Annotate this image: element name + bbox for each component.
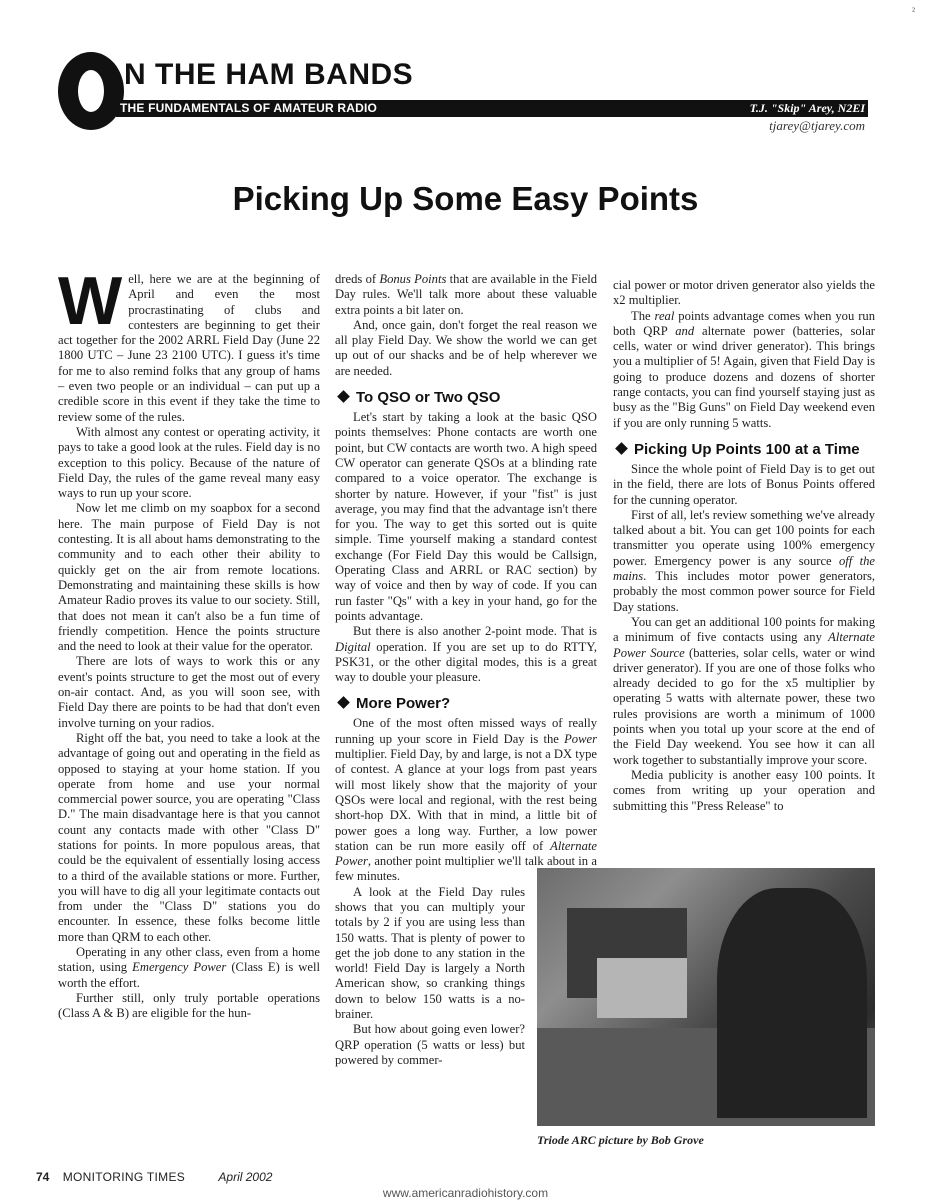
page-number: 74 bbox=[36, 1170, 50, 1184]
paragraph: And, once gain, don't forget the real reason we all play Field Day. We show the world we can get up out of our shacks and be of help wherever we are needed. bbox=[335, 317, 597, 378]
paragraph-text: ell, here we are at the beginning of April and even the most procrastinating of clubs and contesters are beginning to get their act together for the 2002 ARRL Field Day (June 22 1800 UTC – June 23 2100 UTC). I guess it's time for me to also remind folks that any group of hams – even two people or an individual – can put up a credible score in this event if they take the time to review some of the rules. bbox=[58, 272, 320, 424]
paragraph-text: multiplier. Field Day, by and large, is not a DX type of contest. A glance at your logs from past years will most likely show that the majority of your QSOs were local and regional, with the rest being short-hop DX. With that in mind, a little bit of power goes a long way. Further, a low power station can be run more easily off of bbox=[335, 747, 597, 853]
paragraph: Since the whole point of Field Day is to get out in the field, there are lots of Bonus Points offered for the cunning operator. bbox=[613, 461, 875, 507]
section-heading-text: More Power? bbox=[356, 695, 451, 713]
paragraph bbox=[58, 263, 320, 425]
issue-date: April 2002 bbox=[218, 1170, 273, 1184]
article-photo bbox=[537, 868, 875, 1126]
paragraph: cial power or motor driven generator also yields the x2 multiplier. bbox=[613, 278, 875, 308]
column-title: N THE HAM BANDS bbox=[124, 58, 414, 91]
paragraph bbox=[335, 272, 597, 318]
paragraph-text: (batteries, solar cells, water or wind driver generator). If you are one of those folks who already decided to go for the x5 multiplier by operating 5 watts with alternate power, these two rules provisions are worth a minimum of 1000 points when you total up your score at the end of the Field Day weekend. You see how it can all work together to substantially improve your score. bbox=[613, 645, 875, 767]
paragraph-text: One of the most often missed ways of really running up your score in Field Day is the bbox=[335, 716, 597, 746]
author-email: tjarey@tjarey.com bbox=[769, 118, 865, 133]
emphasis-text: Power bbox=[564, 731, 597, 746]
article-headline: Picking Up Some Easy Points bbox=[232, 180, 699, 217]
paragraph-text: But there is also another 2-point mode. That is bbox=[353, 624, 597, 639]
paragraph: Let's start by taking a look at the basic QSO points themselves: Phone contacts are worth one point, but CW contacts are worth two. A high speed CW operator can generate QSOs at a blinding rate compared to a voice operator. The exchange is shorter by nature. However, if your "fist" is just average, you may find that the advantage isn't there for you. The way to get this sorted out is quite simple. Time yourself making a standard contest exchange (For Field Day this would be Callsign, Operating Class and ARRL or RAC section) by way of voice and then by way of code. If you can run faster "Qs" with a key in your hand, go for the points advantage. bbox=[335, 410, 597, 623]
paragraph-text: points advantage comes when you run both QRP bbox=[613, 308, 875, 338]
paragraph-text: The bbox=[631, 308, 655, 323]
section-heading-text: To QSO or Two QSO bbox=[356, 389, 501, 407]
emphasis-text: Bonus Points bbox=[379, 272, 447, 286]
paragraph: Media publicity is another easy 100 points. It comes from writing up your operation and submitting this "Press Release" to bbox=[613, 767, 875, 813]
emphasis-text: real bbox=[654, 308, 675, 323]
photo-paper-shape bbox=[597, 958, 687, 1018]
photo-caption: Triode ARC picture by Bob Grove bbox=[537, 1133, 704, 1147]
paragraph: But how about going even lower? QRP operation (5 watts or less) but powered by commer- bbox=[335, 1022, 525, 1067]
paragraph: A look at the Field Day rules shows that you can multiply your totals by 2 if you are using less than 150 watts. That is plenty of power to get the job done to any station in the world! Field Day is largely a North American show, so cranking things down to below 150 watts is a no-brainer. bbox=[335, 884, 525, 1022]
paragraph-text: , another point multiplier we'll talk about in a few minutes. bbox=[335, 854, 597, 884]
emphasis-text: Digital bbox=[335, 639, 371, 654]
author-byline: T.J. "Skip" Arey, N2EI bbox=[749, 101, 865, 115]
paragraph: With almost any contest or operating activity, it pays to take a good look at the rules. Field day is no exception to this policy. Because of the nature of Field Day, the rules of the game reveal many easy ways to run up your score. bbox=[58, 424, 320, 501]
paragraph bbox=[335, 716, 597, 884]
diamond-bullet-icon bbox=[615, 442, 628, 455]
paragraph: Now let me climb on my soapbox for a second here. The main purpose of Field Day is not contesting. It is all about hams demonstrating to the community and to each other their ability to quickly get on the air from remote locations. Demonstrating and maintaining these skills is how Amateur Radio proves its value to our society. Still, that does not mean it can't also be a fun time of friendly competition. Hence the points structure and the need to look at their value for the operator. bbox=[58, 501, 320, 654]
magazine-name: MONITORING TIMES bbox=[62, 1170, 186, 1184]
section-heading-text: Picking Up Points 100 at a Time bbox=[634, 440, 860, 458]
emphasis-text: Alternate Power Source bbox=[613, 630, 875, 660]
paragraph: Further still, only truly portable operations (Class A & B) are eligible for the hun- bbox=[58, 990, 320, 1021]
emphasis-text: and bbox=[675, 323, 695, 338]
article-column-1 bbox=[58, 263, 320, 1022]
section-heading bbox=[335, 389, 597, 407]
source-url: www.americanradiohistory.com bbox=[382, 1186, 549, 1200]
paragraph-text: (Class E) is well worth the effort. bbox=[58, 960, 320, 990]
column-logo-o bbox=[58, 52, 124, 130]
paragraph-text: First of all, let's review something we've already talked about a bit. You can get 100 points for each transmitter you operate using 100% emergency power. Emergency power is any source bbox=[613, 507, 875, 568]
paragraph-text: that are available in the Field Day rules. We'll talk more about these valuable extra points a bit later on. bbox=[335, 272, 597, 317]
corner-mark: ² bbox=[912, 6, 915, 17]
article-column-3 bbox=[613, 278, 875, 814]
section-heading bbox=[335, 695, 597, 713]
page-footer bbox=[36, 1170, 272, 1184]
paragraph: There are lots of ways to work this or any event's points structure to get the most out of every on-air contact. And, as you will soon see, with Field Day there are points to be had that don't even involve turning on your radios. bbox=[58, 654, 320, 730]
diamond-bullet-icon bbox=[337, 390, 350, 403]
paragraph bbox=[58, 945, 320, 991]
paragraph bbox=[613, 309, 875, 431]
column-subtitle: THE FUNDAMENTALS OF AMATEUR RADIO bbox=[120, 101, 378, 115]
diamond-bullet-icon bbox=[337, 697, 350, 710]
paragraph-text: . This includes motor power generators, probably the most common power source for Field Day stations. bbox=[613, 569, 875, 614]
drop-cap: W bbox=[58, 263, 123, 339]
paragraph bbox=[335, 624, 597, 685]
photo-operator-shape bbox=[717, 888, 867, 1118]
paragraph-text: You can get an additional 100 points for making a minimum of five contacts using any bbox=[613, 614, 875, 645]
paragraph: Right off the bat, you need to take a look at the advantage of going out and operating in the field as opposed to staying at your home station. If you operate from home and use your normal commercial power source, you are operating "Class D." The main disadvantage here is that you cannot count any contacts made with other "Class D" stations for points. In more populous areas, that could be the equivalent of essentially losing access to a third of the available stations or more. Further, you will have to dig all your legitimate contacts out from under the "Class D" stations you do encounter. In essence, these folks become little more than QRM to each other. bbox=[58, 730, 320, 944]
paragraph-text: alternate power (batteries, solar cells, water or wind driver generator). This brings you a multiplier of 5! Again, given that Field Day is going to produce dozens and dozens of shorter range contacts, you can find yourself staying just as busy as the "Big Guns" on Field Day weekend even if you are only running 5 watts. bbox=[613, 323, 875, 430]
paragraph bbox=[613, 508, 875, 615]
paragraph bbox=[613, 615, 875, 768]
section-heading bbox=[613, 441, 875, 459]
emphasis-text: Emergency Power bbox=[132, 960, 227, 975]
paragraph-text: operation. If you are set up to do RTTY, PSK31, or the other digital modes, this is a great way to double your pleasure. bbox=[335, 639, 597, 685]
emphasis-text: off the mains bbox=[613, 553, 875, 584]
emphasis-text: Alternate Power bbox=[335, 838, 597, 869]
paragraph-text: dreds of bbox=[335, 272, 380, 286]
paragraph-text: Operating in any other class, even from a home station, using bbox=[58, 945, 320, 975]
